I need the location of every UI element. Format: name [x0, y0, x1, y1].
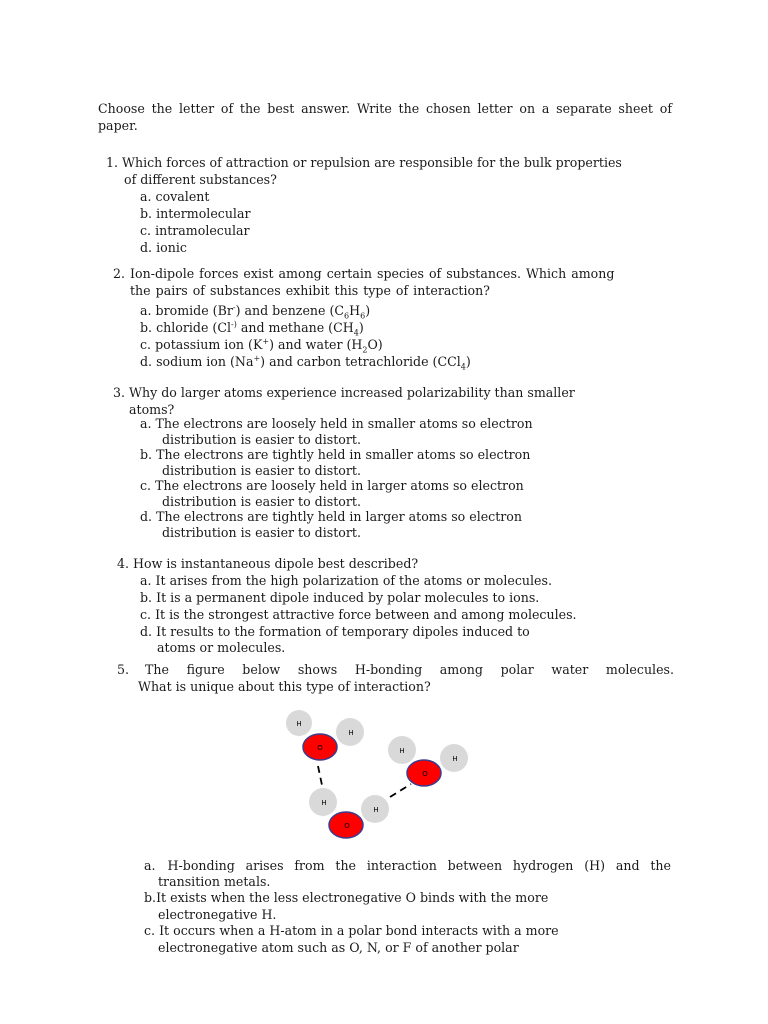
option-5b-cont: electronegative H.	[158, 907, 277, 922]
oxygen-label: O	[344, 822, 350, 830]
option-3b-cont: distribution is easier to distort.	[162, 463, 361, 478]
question-stem-line: What is unique about this type of interaction?	[138, 679, 431, 694]
question-number: 1.	[106, 155, 119, 170]
option-1c: c. intramolecular	[140, 223, 250, 238]
option-3a-cont: distribution is easier to distort.	[162, 432, 361, 447]
question-number: 2.	[113, 266, 126, 281]
hydrogen-label: H	[399, 747, 405, 755]
question-number: 4.	[117, 556, 130, 571]
option-1b: b. intermolecular	[140, 206, 251, 221]
oxygen-label: O	[422, 770, 428, 778]
option-3c: c. The electrons are loosely held in larger atoms so electron	[140, 478, 524, 493]
question-number: 3.	[113, 385, 126, 400]
option-3d-cont: distribution is easier to distort.	[162, 525, 361, 540]
question-stem-line: the pairs of substances exhibit this type of interaction?	[130, 283, 490, 298]
hydrogen-label: H	[348, 729, 354, 737]
water-molecules-diagram	[278, 704, 478, 844]
water-molecule-3	[309, 788, 389, 838]
option-5c-cont: electronegative atom such as O, N, or F of another polar	[158, 940, 519, 955]
question-number: 5.	[117, 662, 130, 677]
hydrogen-label: H	[373, 806, 379, 814]
question-4	[117, 555, 657, 572]
oxygen-label: O	[317, 744, 323, 752]
question-5	[117, 661, 674, 695]
option-2a: a. bromide (Br-) and benzene $(C_6H_6)$	[140, 303, 371, 321]
question-stem-line: atoms?	[129, 402, 175, 417]
option-1a: a. covalent	[140, 189, 210, 204]
option-5b: b.It exists when the less electronegative O binds with the more	[144, 890, 549, 905]
question-3	[113, 384, 653, 418]
question-1	[106, 154, 672, 188]
option-4b: b. It is a permanent dipole induced by polar molecules to ions.	[140, 590, 540, 605]
option-3b: b. The electrons are tightly held in smaller atoms so electron	[140, 447, 531, 462]
question-2	[113, 265, 653, 299]
hydrogen-label: H	[321, 799, 327, 807]
option-4d: d. It results to the formation of temporary dipoles induced to	[140, 624, 530, 639]
water-molecule-2	[388, 736, 468, 786]
question-stem-line: How is instantaneous dipole best described?	[133, 556, 419, 571]
question-stem-line: Why do larger atoms experience increased polarizability than smaller	[129, 385, 575, 400]
question-stem-line: The figure below shows H-bonding among polar water molecules.	[145, 662, 674, 677]
h-bonding-figure	[278, 704, 478, 844]
option-3a: a. The electrons are loosely held in smaller atoms so electron	[140, 416, 533, 431]
option-5a-cont: transition metals.	[158, 874, 271, 889]
question-stem-line: of different substances?	[124, 172, 277, 187]
option-2d: d. sodium ion (Na+) and carbon tetrachloride (CCl$_4$)	[140, 354, 471, 372]
option-5c: c. It occurs when a H-atom in a polar bond interacts with a more	[144, 923, 559, 938]
option-4d-cont: atoms or molecules.	[157, 640, 286, 655]
hydrogen-label: H	[452, 755, 458, 763]
instructions: Choose the letter of the best answer. Write the chosen letter on a separate sheet of paper.	[98, 101, 672, 133]
water-molecule-1	[286, 710, 364, 760]
hydrogen-label: H	[296, 720, 302, 728]
option-3c-cont: distribution is easier to distort.	[162, 494, 361, 509]
option-2b: b. chloride (Cl-) and methane $(CH_4)$	[140, 320, 364, 338]
hydrogen-bond-line	[318, 766, 323, 790]
option-4a: a. It arises from the high polarization of the atoms or molecules.	[140, 573, 552, 588]
option-3d: d. The electrons are tightly held in larger atoms so electron	[140, 509, 523, 524]
option-4c: c. It is the strongest attractive force between and among molecules.	[140, 607, 577, 622]
question-stem-line: Ion-dipole forces exist among certain species of substances. Which among	[130, 266, 615, 281]
option-2c: c. potassium ion (K+) and water $(H_2O)$	[140, 337, 383, 355]
question-stem-line: Which forces of attraction or repulsion are responsible for the bulk properties	[122, 155, 622, 170]
hydrogen-bond-line	[390, 784, 411, 797]
option-1d: d. ionic	[140, 240, 187, 255]
option-5a: a. H-bonding arises from the interaction between hydrogen (H) and the	[144, 858, 671, 873]
